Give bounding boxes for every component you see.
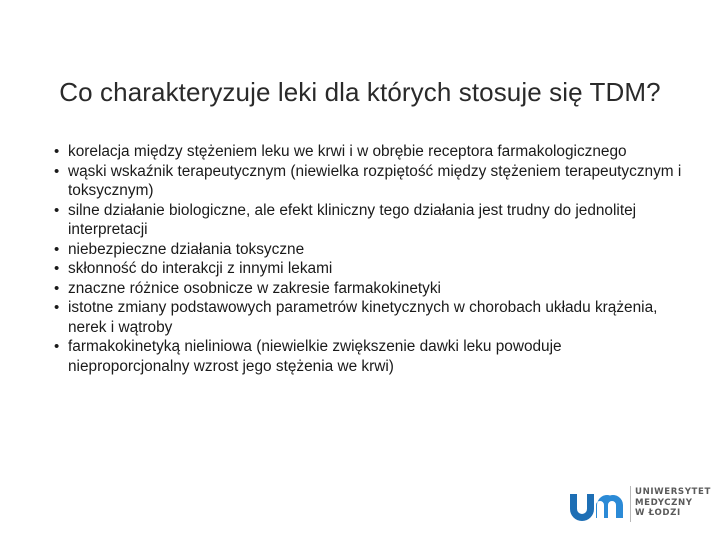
logo-line: UNIWERSYTET <box>635 487 711 497</box>
list-item <box>52 162 682 201</box>
list-item <box>52 201 682 240</box>
bullet-text: niebezpieczne działania toksyczne <box>68 240 305 258</box>
bullet-icon: • <box>54 279 60 297</box>
bullet-text: silne działanie biologiczne, ale efekt kliniczny tego działania jest trudny do jednolitej interpretacji <box>68 201 637 238</box>
list-item <box>52 240 682 260</box>
bullet-text: skłonność do interakcji z innymi lekami <box>68 260 333 277</box>
university-logo <box>568 486 718 526</box>
list-item <box>52 337 682 376</box>
bullet-icon: • <box>54 260 60 277</box>
list-item <box>52 259 682 279</box>
logo-divider <box>630 486 631 522</box>
bullet-text: korelacja między stężeniem leku we krwi i w obrębie receptora farmakologicznego <box>68 143 627 160</box>
logo-wordmark <box>635 487 711 519</box>
list-item <box>52 142 682 162</box>
bullet-list <box>52 142 682 376</box>
bullet-icon: • <box>54 299 60 316</box>
slide-title: Co charakteryzuje leki dla których stosuje się TDM? <box>59 77 661 108</box>
list-item <box>52 279 682 299</box>
logo-line: W ŁODZI <box>635 508 681 519</box>
bullet-text: farmakokinetyką nieliniowa (niewielkie zwiększenie dawki leku powoduje nieproporcjonalny wzrost jego stężenia we krwi) <box>68 338 562 375</box>
bullet-icon: • <box>54 338 60 355</box>
bullet-text: znaczne różnice osobnicze w zakresie farmakokinetyki <box>68 279 441 297</box>
bullet-icon: • <box>54 240 60 258</box>
bullet-icon: • <box>54 201 60 219</box>
logo-mark-icon <box>568 488 626 522</box>
logo-line: MEDYCZNY <box>635 497 693 508</box>
bullet-text: wąski wskaźnik terapeutycznym (niewielka rozpiętość między stężeniem terapeutycznym i toksycznym) <box>68 162 682 199</box>
bullet-icon: • <box>54 143 60 160</box>
list-item <box>52 298 682 337</box>
bullet-text: istotne zmiany podstawowych parametrów kinetycznych w chorobach układu krążenia, nerek i wątroby <box>68 299 658 336</box>
bullet-icon: • <box>54 162 60 180</box>
